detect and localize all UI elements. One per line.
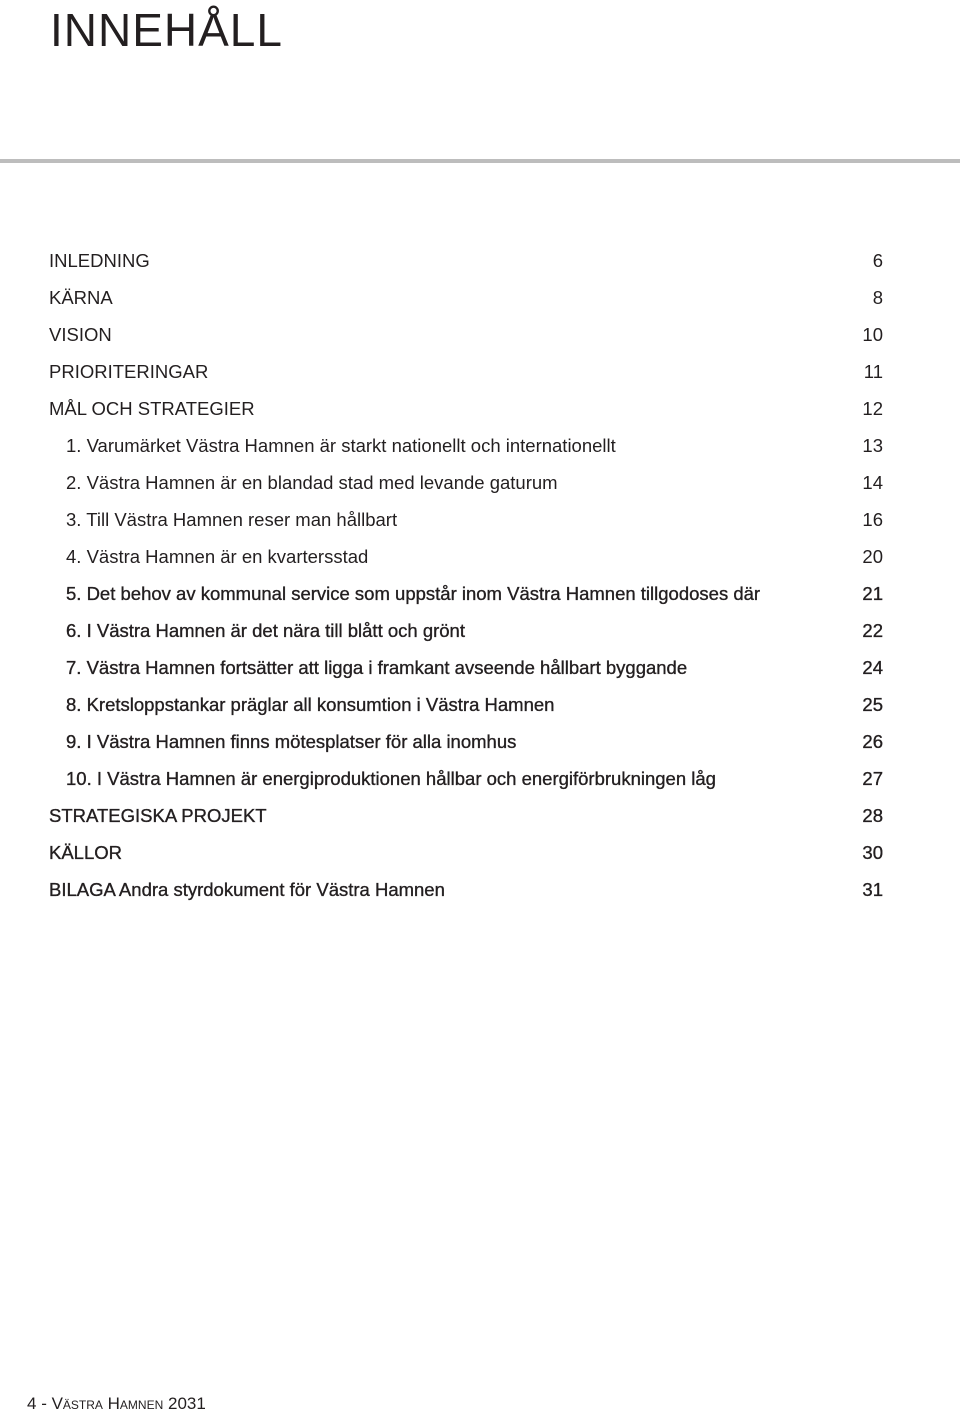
toc-entry-label: 4. Västra Hamnen är en kvartersstad (66, 546, 369, 567)
toc-entry-label: 1. Varumärket Västra Hamnen är starkt nationellt och internationellt (66, 435, 616, 456)
toc-entry-label: KÄRNA (49, 287, 113, 308)
toc-entry-label: KÄLLOR (49, 842, 123, 863)
toc-entry-label: STRATEGISKA PROJEKT (49, 805, 267, 826)
toc-entry-page: 28 (862, 805, 883, 826)
toc-entry-goal-6[interactable] (49, 612, 883, 649)
toc-entry-goal-8[interactable] (49, 686, 883, 723)
footer-year: 2031 (168, 1394, 206, 1413)
toc-entry-page: 31 (862, 879, 883, 900)
toc-entry-page: 20 (862, 546, 883, 567)
footer-separator: - (36, 1394, 52, 1413)
toc-entry-label: 6. I Västra Hamnen är det nära till blått och grönt (66, 620, 465, 641)
toc-entry-prioriteringar[interactable] (49, 353, 883, 390)
toc-entry-vision[interactable] (49, 316, 883, 353)
toc-entry-inledning[interactable] (49, 242, 883, 279)
toc-entry-page: 24 (862, 657, 883, 678)
toc-entry-page: 25 (862, 694, 883, 715)
toc-entry-page: 12 (862, 398, 883, 419)
toc-entry-mal-och-strategier[interactable] (49, 390, 883, 427)
toc-entry-label: 3. Till Västra Hamnen reser man hållbart (66, 509, 398, 530)
toc-entry-label: 7. Västra Hamnen fortsätter att ligga i framkant avseende hållbart byggande (66, 657, 688, 678)
toc-entry-goal-2[interactable] (49, 464, 883, 501)
toc-entry-kallor[interactable] (49, 834, 883, 871)
toc-entry-label: PRIORITERINGAR (49, 361, 209, 382)
footer-page-number: 4 (27, 1394, 37, 1413)
toc-entry-goal-5[interactable] (49, 575, 883, 612)
toc-entry-strategiska-projekt[interactable] (49, 797, 883, 834)
toc-entry-page: 11 (863, 361, 883, 382)
toc-entry-label: INLEDNING (49, 250, 150, 271)
table-of-contents (49, 242, 883, 908)
toc-entry-goal-7[interactable] (49, 649, 883, 686)
toc-entry-page: 30 (862, 842, 883, 863)
toc-entry-label: 2. Västra Hamnen är en blandad stad med levande gaturum (66, 472, 558, 493)
toc-entry-label: 9. I Västra Hamnen finns mötesplatser för alla inomhus (66, 731, 517, 752)
toc-entry-goal-4[interactable] (49, 538, 883, 575)
toc-entry-page: 10 (862, 324, 883, 345)
toc-entry-goal-1[interactable] (49, 427, 883, 464)
page-footer (27, 1393, 206, 1415)
toc-entry-bilaga[interactable] (49, 871, 883, 908)
footer-document-title: Västra Hamnen (51, 1394, 164, 1413)
toc-entry-page: 21 (862, 583, 883, 604)
toc-entry-goal-10[interactable] (49, 760, 883, 797)
toc-entry-page: 26 (862, 731, 883, 752)
toc-entry-goal-9[interactable] (49, 723, 883, 760)
toc-entry-page: 27 (862, 768, 883, 789)
toc-entry-label: 5. Det behov av kommunal service som uppstår inom Västra Hamnen tillgodoses där (66, 583, 761, 604)
toc-entry-karna[interactable] (49, 279, 883, 316)
title-divider (0, 159, 960, 163)
page-title: INNEHÅLL (50, 4, 283, 56)
toc-entry-label: BILAGA Andra styrdokument för Västra Hamnen (49, 879, 445, 900)
toc-entry-page: 16 (862, 509, 883, 530)
toc-entry-label: VISION (49, 324, 112, 345)
toc-entry-goal-3[interactable] (49, 501, 883, 538)
toc-entry-page: 6 (872, 250, 883, 271)
toc-entry-label: 8. Kretsloppstankar präglar all konsumtion i Västra Hamnen (66, 694, 555, 715)
toc-entry-page: 8 (872, 287, 883, 308)
toc-entry-page: 22 (862, 620, 883, 641)
toc-entry-label: MÅL OCH STRATEGIER (49, 398, 255, 419)
toc-entry-page: 13 (862, 435, 883, 456)
toc-entry-label: 10. I Västra Hamnen är energiproduktionen hållbar och energiförbrukningen låg (66, 768, 716, 789)
toc-entry-page: 14 (862, 472, 883, 493)
